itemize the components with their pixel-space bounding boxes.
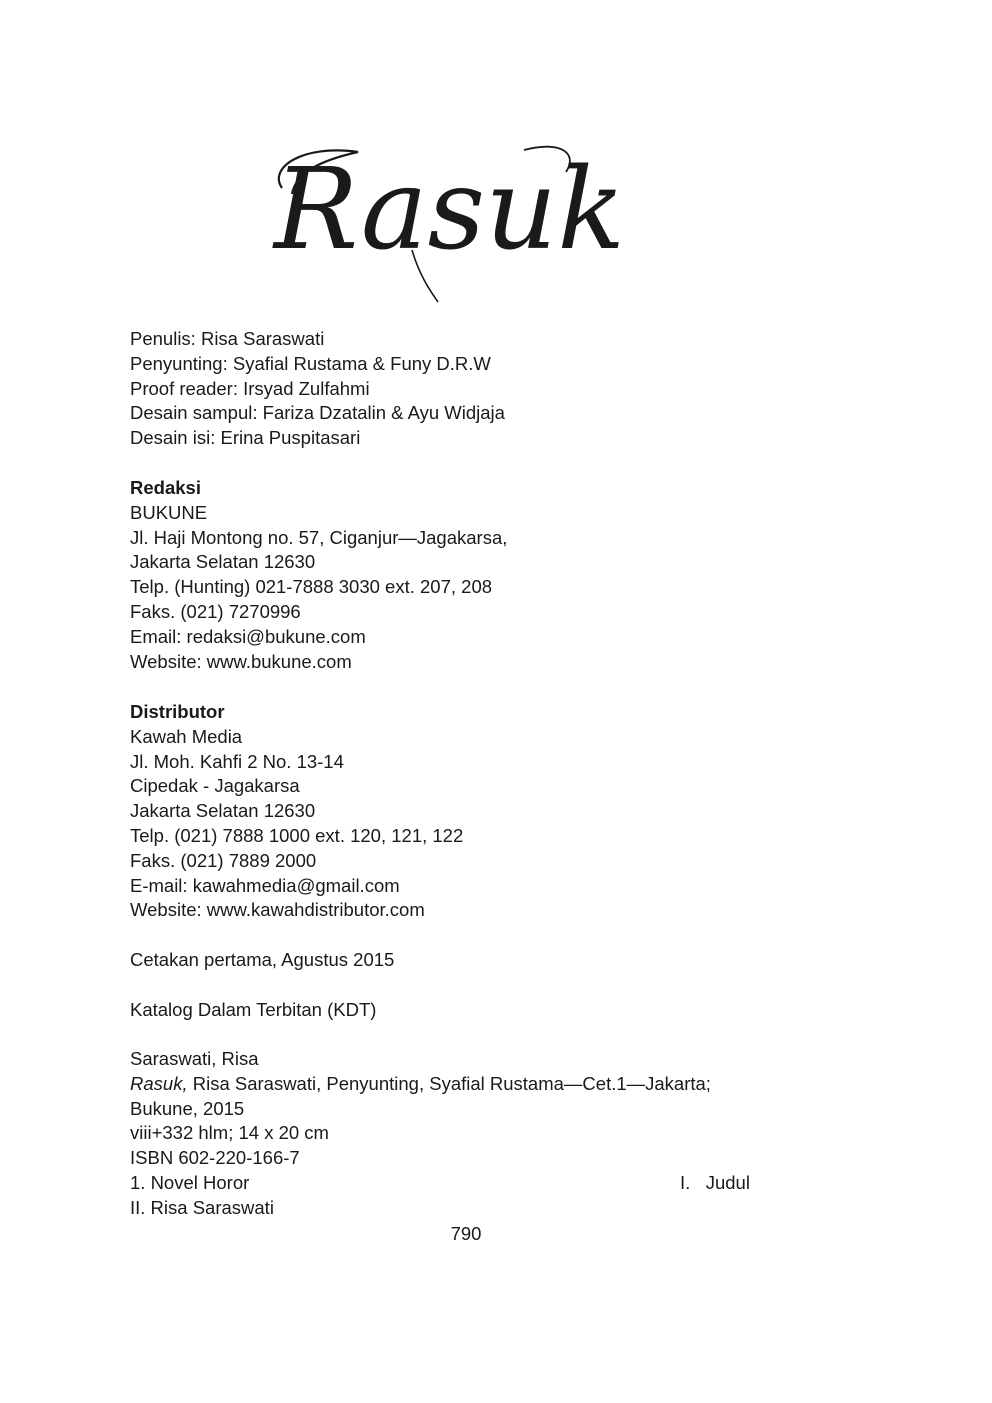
catalog-title: Katalog Dalam Terbitan (KDT) xyxy=(130,999,377,1020)
redaksi-heading: Redaksi xyxy=(130,477,201,498)
credit-author: Penulis: Risa Saraswati xyxy=(130,328,325,349)
catalog-title-block xyxy=(130,998,376,1023)
distributor-line: Cipedak - Jagakarsa xyxy=(130,775,300,797)
distributor-line: Telp. (021) 7888 1000 ext. 120, 121, 122 xyxy=(130,824,464,846)
credit-editor: Penyunting: Syafial Rustama & Funy D.R.W xyxy=(130,352,491,374)
distributor-email: E-mail: kawahmedia@gmail.com xyxy=(130,874,400,896)
catalog-author: Saraswati, Risa xyxy=(130,1048,259,1069)
catalog-subject-row xyxy=(130,1171,760,1196)
edition-text: Cetakan pertama, Agustus 2015 xyxy=(130,949,395,970)
redaksi-line: Jl. Haji Montong no. 57, Ciganjur—Jagakarsa, xyxy=(130,526,508,548)
catalog-block xyxy=(130,1047,760,1221)
distributor-heading: Distributor xyxy=(130,701,225,722)
redaksi-website: Website: www.bukune.com xyxy=(130,650,352,672)
redaksi-line: Jakarta Selatan 12630 xyxy=(130,551,316,573)
catalog-entry xyxy=(130,1072,760,1097)
distributor-line: Faks. (021) 7889 2000 xyxy=(130,849,317,871)
catalog-entry-title: Rasuk, xyxy=(130,1072,188,1094)
redaksi-line: BUKUNE xyxy=(130,501,208,523)
catalog-subject-second: II. Risa Saraswati xyxy=(130,1196,274,1218)
credit-proofreader: Proof reader: Irsyad Zulfahmi xyxy=(130,377,370,399)
credit-cover-design: Desain sampul: Fariza Dzatalin & Ayu Widjaja xyxy=(130,402,505,424)
redaksi-email: Email: redaksi@bukune.com xyxy=(130,625,366,647)
catalog-publisher-year: Bukune, 2015 xyxy=(130,1097,245,1119)
distributor-line: Jakarta Selatan 12630 xyxy=(130,800,316,822)
book-title: Rasuk xyxy=(274,145,626,275)
catalog-isbn: ISBN 602-220-166-7 xyxy=(130,1147,300,1169)
catalog-subject-left: 1. Novel Horor xyxy=(130,1171,250,1193)
redaksi-line: Faks. (021) 7270996 xyxy=(130,600,301,622)
distributor-line: Jl. Moh. Kahfi 2 No. 13-14 xyxy=(130,750,344,772)
page-number: 790 xyxy=(450,1223,482,1244)
distributor-line: Kawah Media xyxy=(130,725,243,747)
redaksi-line: Telp. (Hunting) 021-7888 3030 ext. 207, 208 xyxy=(130,576,493,598)
catalog-pages: viii+332 hlm; 14 x 20 cm xyxy=(130,1122,329,1144)
credit-layout-design: Desain isi: Erina Puspitasari xyxy=(130,427,361,449)
catalog-entry-rest: Risa Saraswati, Penyunting, Syafial Rustama—Cet.1—Jakarta; xyxy=(187,1072,711,1094)
credits-block xyxy=(130,327,505,451)
book-title-logo xyxy=(262,138,626,308)
catalog-subject-right: I. Judul xyxy=(680,1171,750,1193)
edition-block xyxy=(130,948,394,973)
distributor-website: Website: www.kawahdistributor.com xyxy=(130,899,425,921)
distributor-block xyxy=(130,700,463,923)
redaksi-block xyxy=(130,476,507,674)
